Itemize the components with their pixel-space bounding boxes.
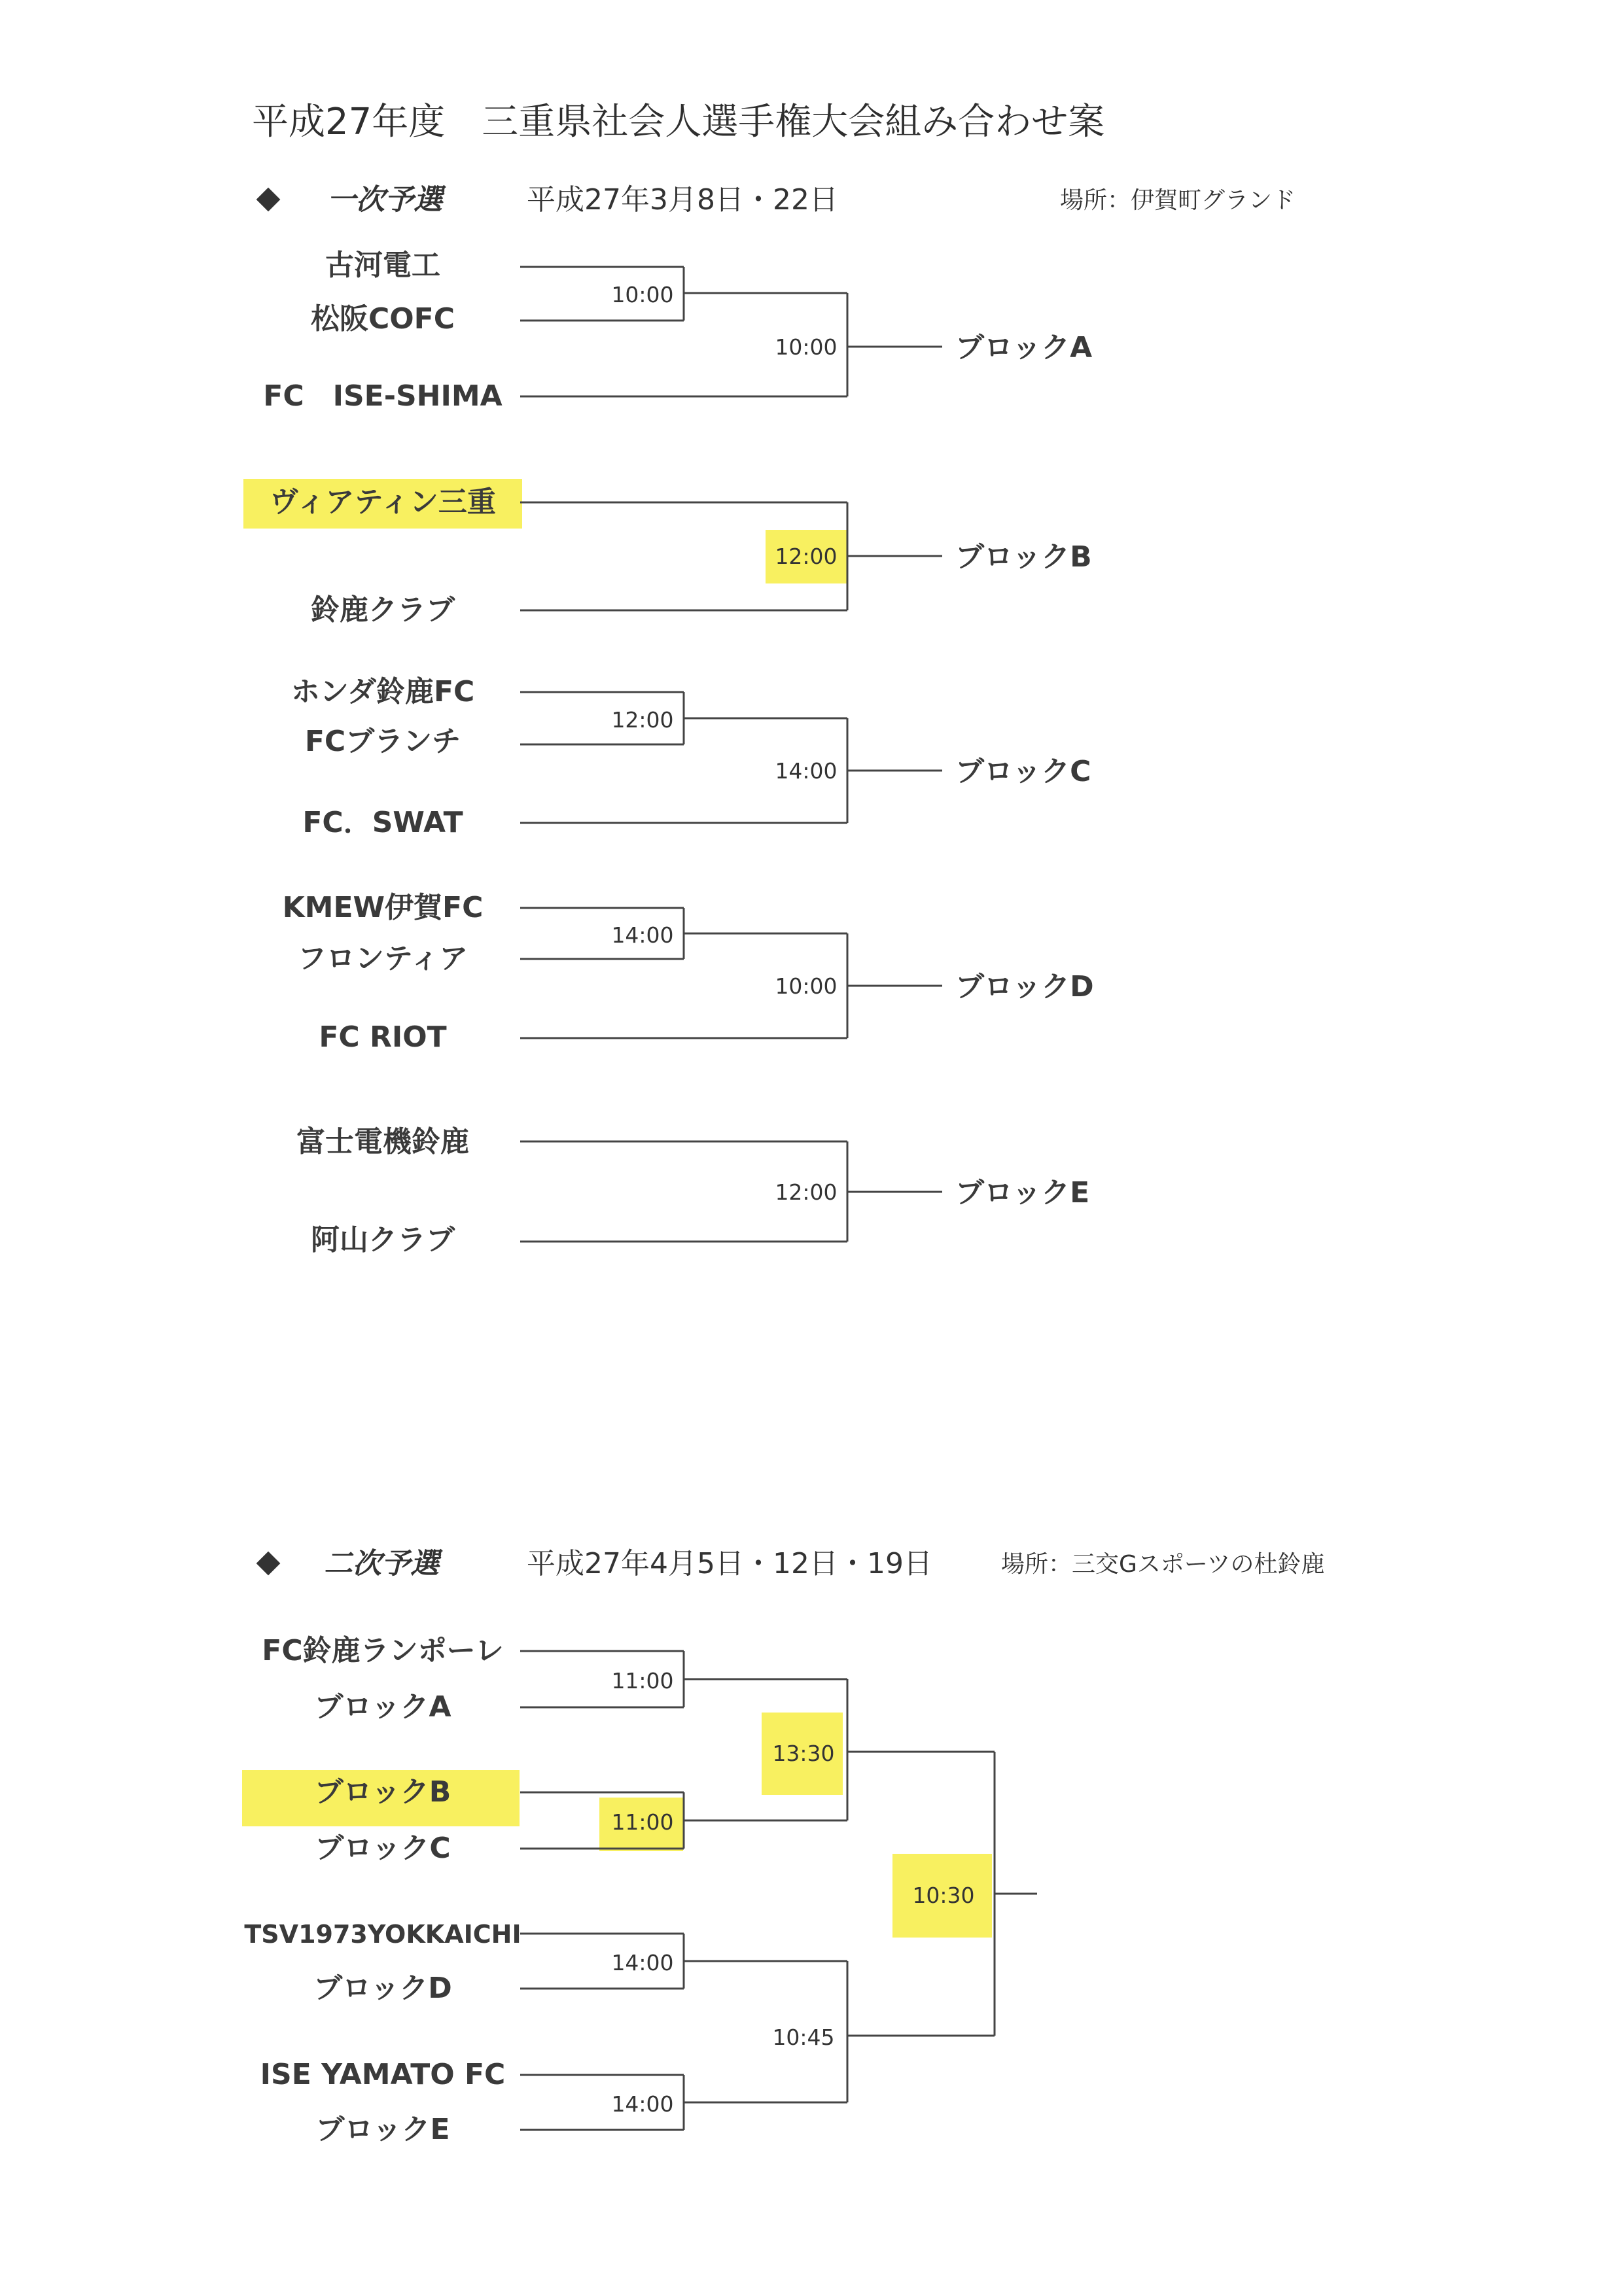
round1-date: 平成27年3月8日・22日 <box>527 183 838 217</box>
match-time: 10:30 <box>912 1883 975 1908</box>
match-time: 11:00 <box>611 1809 674 1835</box>
round2-date: 平成27年4月5日・12日・19日 <box>527 1547 932 1580</box>
team-name: ヴィアティン三重 <box>270 485 496 519</box>
team-name: ブロックB <box>314 1775 451 1809</box>
match-time: 14:00 <box>611 1950 674 1975</box>
match-time: 10:00 <box>775 334 838 360</box>
page-title: 平成27年度 三重県社会人選手権大会組み合わせ案 <box>252 101 1105 143</box>
team-name: ブロックD <box>313 1972 452 2005</box>
block-label: ブロックC <box>955 755 1091 788</box>
match-time: 10:00 <box>611 282 674 307</box>
match-time: 14:00 <box>611 2091 674 2117</box>
team-name: FCブランチ <box>304 725 461 758</box>
match-time: 12:00 <box>611 707 674 733</box>
diamond-bullet-icon <box>256 188 281 212</box>
match-time: 14:00 <box>775 758 838 784</box>
team-name: ISE YAMATO FC <box>260 2058 506 2091</box>
team-name: KMEW伊賀FC <box>282 891 484 924</box>
round1-heading: 一次予選 <box>327 183 442 217</box>
match-time: 12:00 <box>775 544 838 569</box>
match-time: 14:00 <box>611 922 674 948</box>
team-name: FC鈴鹿ランポーレ <box>262 1634 504 1667</box>
team-name: FC ISE-SHIMA <box>263 379 503 413</box>
diamond-bullet-icon <box>256 1552 281 1576</box>
block-label: ブロックE <box>955 1176 1090 1209</box>
team-name: 鈴鹿クラブ <box>311 593 455 627</box>
round1-venue: 場所：伊賀町グランド <box>1060 187 1296 214</box>
team-name: 阿山クラブ <box>311 1223 455 1257</box>
team-name: 松阪COFC <box>310 302 455 336</box>
team-name: ブロックA <box>314 1690 451 1724</box>
team-name: フロンティア <box>297 942 468 975</box>
team-name: ブロックE <box>315 2113 450 2146</box>
match-time: 13:30 <box>772 1741 835 1766</box>
team-name: ブロックC <box>315 1832 451 1865</box>
team-name: 古河電工 <box>325 249 440 282</box>
block-label: ブロックB <box>955 540 1092 574</box>
team-name: FC RIOT <box>319 1020 447 1054</box>
match-time: 10:00 <box>775 973 838 999</box>
block-label: ブロックD <box>955 970 1094 1003</box>
match-time: 11:00 <box>611 1668 674 1694</box>
team-name: ホンダ鈴鹿FC <box>291 675 475 708</box>
team-name: TSV1973YOKKAICHI <box>244 1920 521 1949</box>
block-label: ブロックA <box>955 331 1093 364</box>
match-time: 12:00 <box>775 1179 838 1205</box>
round2-heading: 二次予選 <box>324 1547 439 1580</box>
team-name: FC．SWAT <box>302 806 463 839</box>
match-time: 10:45 <box>772 2025 835 2050</box>
team-name: 富士電機鈴鹿 <box>296 1125 469 1158</box>
round2-venue: 場所：三交Gスポーツの杜鈴鹿 <box>1001 1551 1325 1578</box>
